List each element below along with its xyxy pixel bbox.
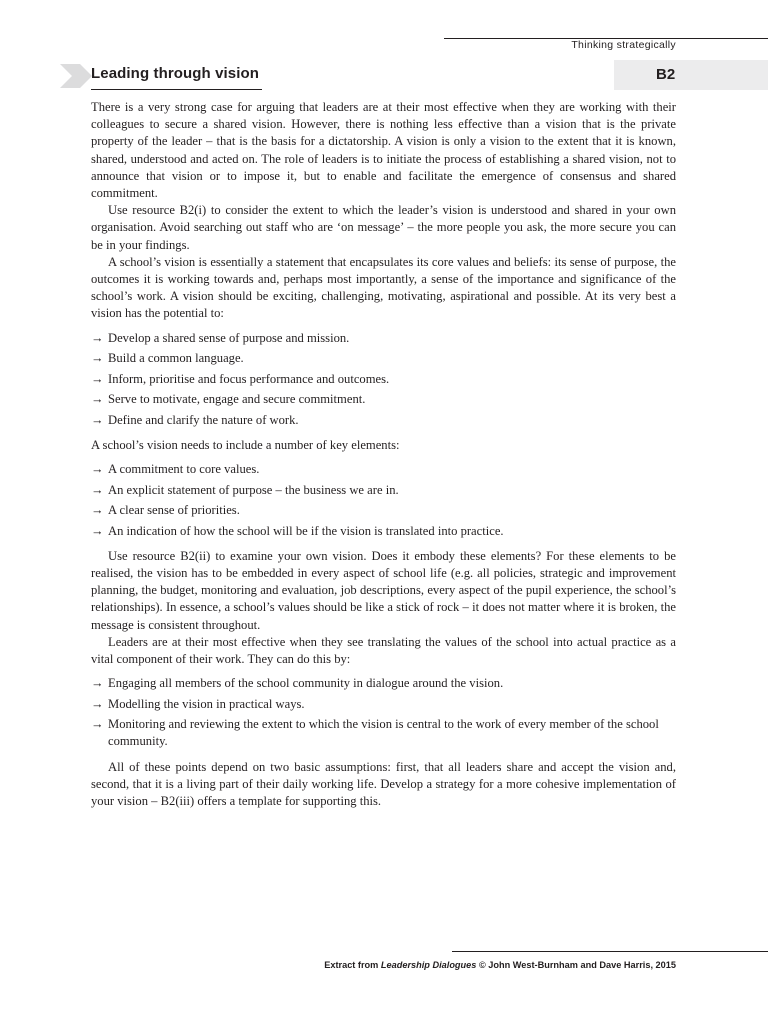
list-item: → Inform, prioritise and focus performance and outcomes. [91, 371, 676, 388]
paragraph: A school’s vision is essentially a statement that encapsulates its core values and beliefs: its sense of purpose, the outcomes it is working towards and, perhaps most importantly, a sense of the importance and significance of the school’s work. A vision should be exciting, challenging, motivating, aspirational and possible. At its very best a vision has the potential to: [91, 254, 676, 321]
body-text [91, 99, 676, 810]
arrow-right-icon: → [91, 412, 104, 427]
list-item: → A commitment to core values. [91, 461, 676, 478]
list-item: → Build a common language. [91, 350, 676, 367]
paragraph: All of these points depend on two basic assumptions: first, that all leaders share and accept the vision and, second, that it is a living part of their daily working life. Develop a strategy for a more cohesive implementation of your vision – B2(iii) offers a template for supporting this. [91, 759, 676, 808]
potential-list [91, 330, 676, 429]
section-code: B2 [656, 66, 676, 83]
title-underline [91, 89, 262, 90]
list-item: → Define and clarify the nature of work. [91, 412, 676, 429]
arrow-right-icon: → [91, 392, 104, 407]
arrow-right-icon: → [91, 351, 104, 366]
arrow-right-icon: → [91, 330, 104, 345]
arrow-right-icon: → [91, 676, 104, 691]
list-item: → Modelling the vision in practical ways. [91, 696, 676, 713]
arrow-right-icon: → [91, 523, 104, 538]
elements-list [91, 461, 676, 540]
practice-list [91, 675, 676, 750]
title-band [262, 60, 614, 90]
arrow-right-icon: → [91, 482, 104, 497]
arrow-right-icon: → [91, 696, 104, 711]
list-item: → A clear sense of priorities. [91, 502, 676, 519]
list-item: → Engaging all members of the school community in dialogue around the vision. [91, 675, 676, 692]
arrow-right-icon: → [91, 717, 104, 732]
arrow-right-icon: → [91, 462, 104, 477]
list-item: → Develop a shared sense of purpose and mission. [91, 330, 676, 347]
paragraph: Use resource B2(ii) to examine your own vision. Does it embody these elements? For these elements to be realised, the vision has to be embedded in every aspect of school life (e.g. all policies, strategic and improvement planning, the budget, monitoring and evaluation, job descriptions, every aspect of the pupil experience, the school’s relationships). In essence, a school’s values should be like a stick of rock – it does not matter where it is broken, the message is consistent throughout. [91, 548, 676, 632]
footer-rule [452, 951, 768, 952]
paragraph: Leaders are at their most effective when they see translating the values of the school into actual practice as a vital component of their work. They can do this by: [91, 634, 676, 666]
running-header: Thinking strategically [571, 39, 676, 51]
list-item: → Serve to motivate, engage and secure commitment. [91, 391, 676, 408]
list-item: → Monitoring and reviewing the extent to which the vision is central to the work of every member of the school community. [91, 717, 659, 749]
paragraph: A school’s vision needs to include a number of key elements: [91, 437, 400, 452]
book-title: Leadership Dialogues [380, 960, 477, 970]
list-item: → An explicit statement of purpose – the business we are in. [91, 482, 676, 499]
arrow-right-icon: → [91, 503, 104, 518]
paragraph: There is a very strong case for arguing that leaders are at their most effective when they are working with their colleagues to secure a shared vision. However, there is nothing less effective than a vision that is the private property of the leader – that is the basis for a dictatorship. A vision is only a vision to the extent that it is known, shared, understood and acted on. The role of leaders is to initiate the process of establishing a shared vision, not to announce that vision or to impose it, but to enable and facilitate the emergence of consensus and shared commitment. [91, 100, 676, 201]
section-code-tab [614, 60, 768, 90]
section-title: Leading through vision [91, 65, 260, 82]
paragraph: Use resource B2(i) to consider the extent to which the leader’s vision is understood and shared in your own organisation. Avoid searching out staff who are ‘on message’ – the more people you ask, the more secure you can be in your findings. [91, 203, 676, 252]
footer-credit: Extract from Leadership Dialogues © John West-Burnham and Dave Harris, 2015 [324, 960, 676, 970]
arrow-right-icon: → [91, 371, 104, 386]
list-item: → An indication of how the school will be if the vision is translated into practice. [91, 523, 676, 540]
